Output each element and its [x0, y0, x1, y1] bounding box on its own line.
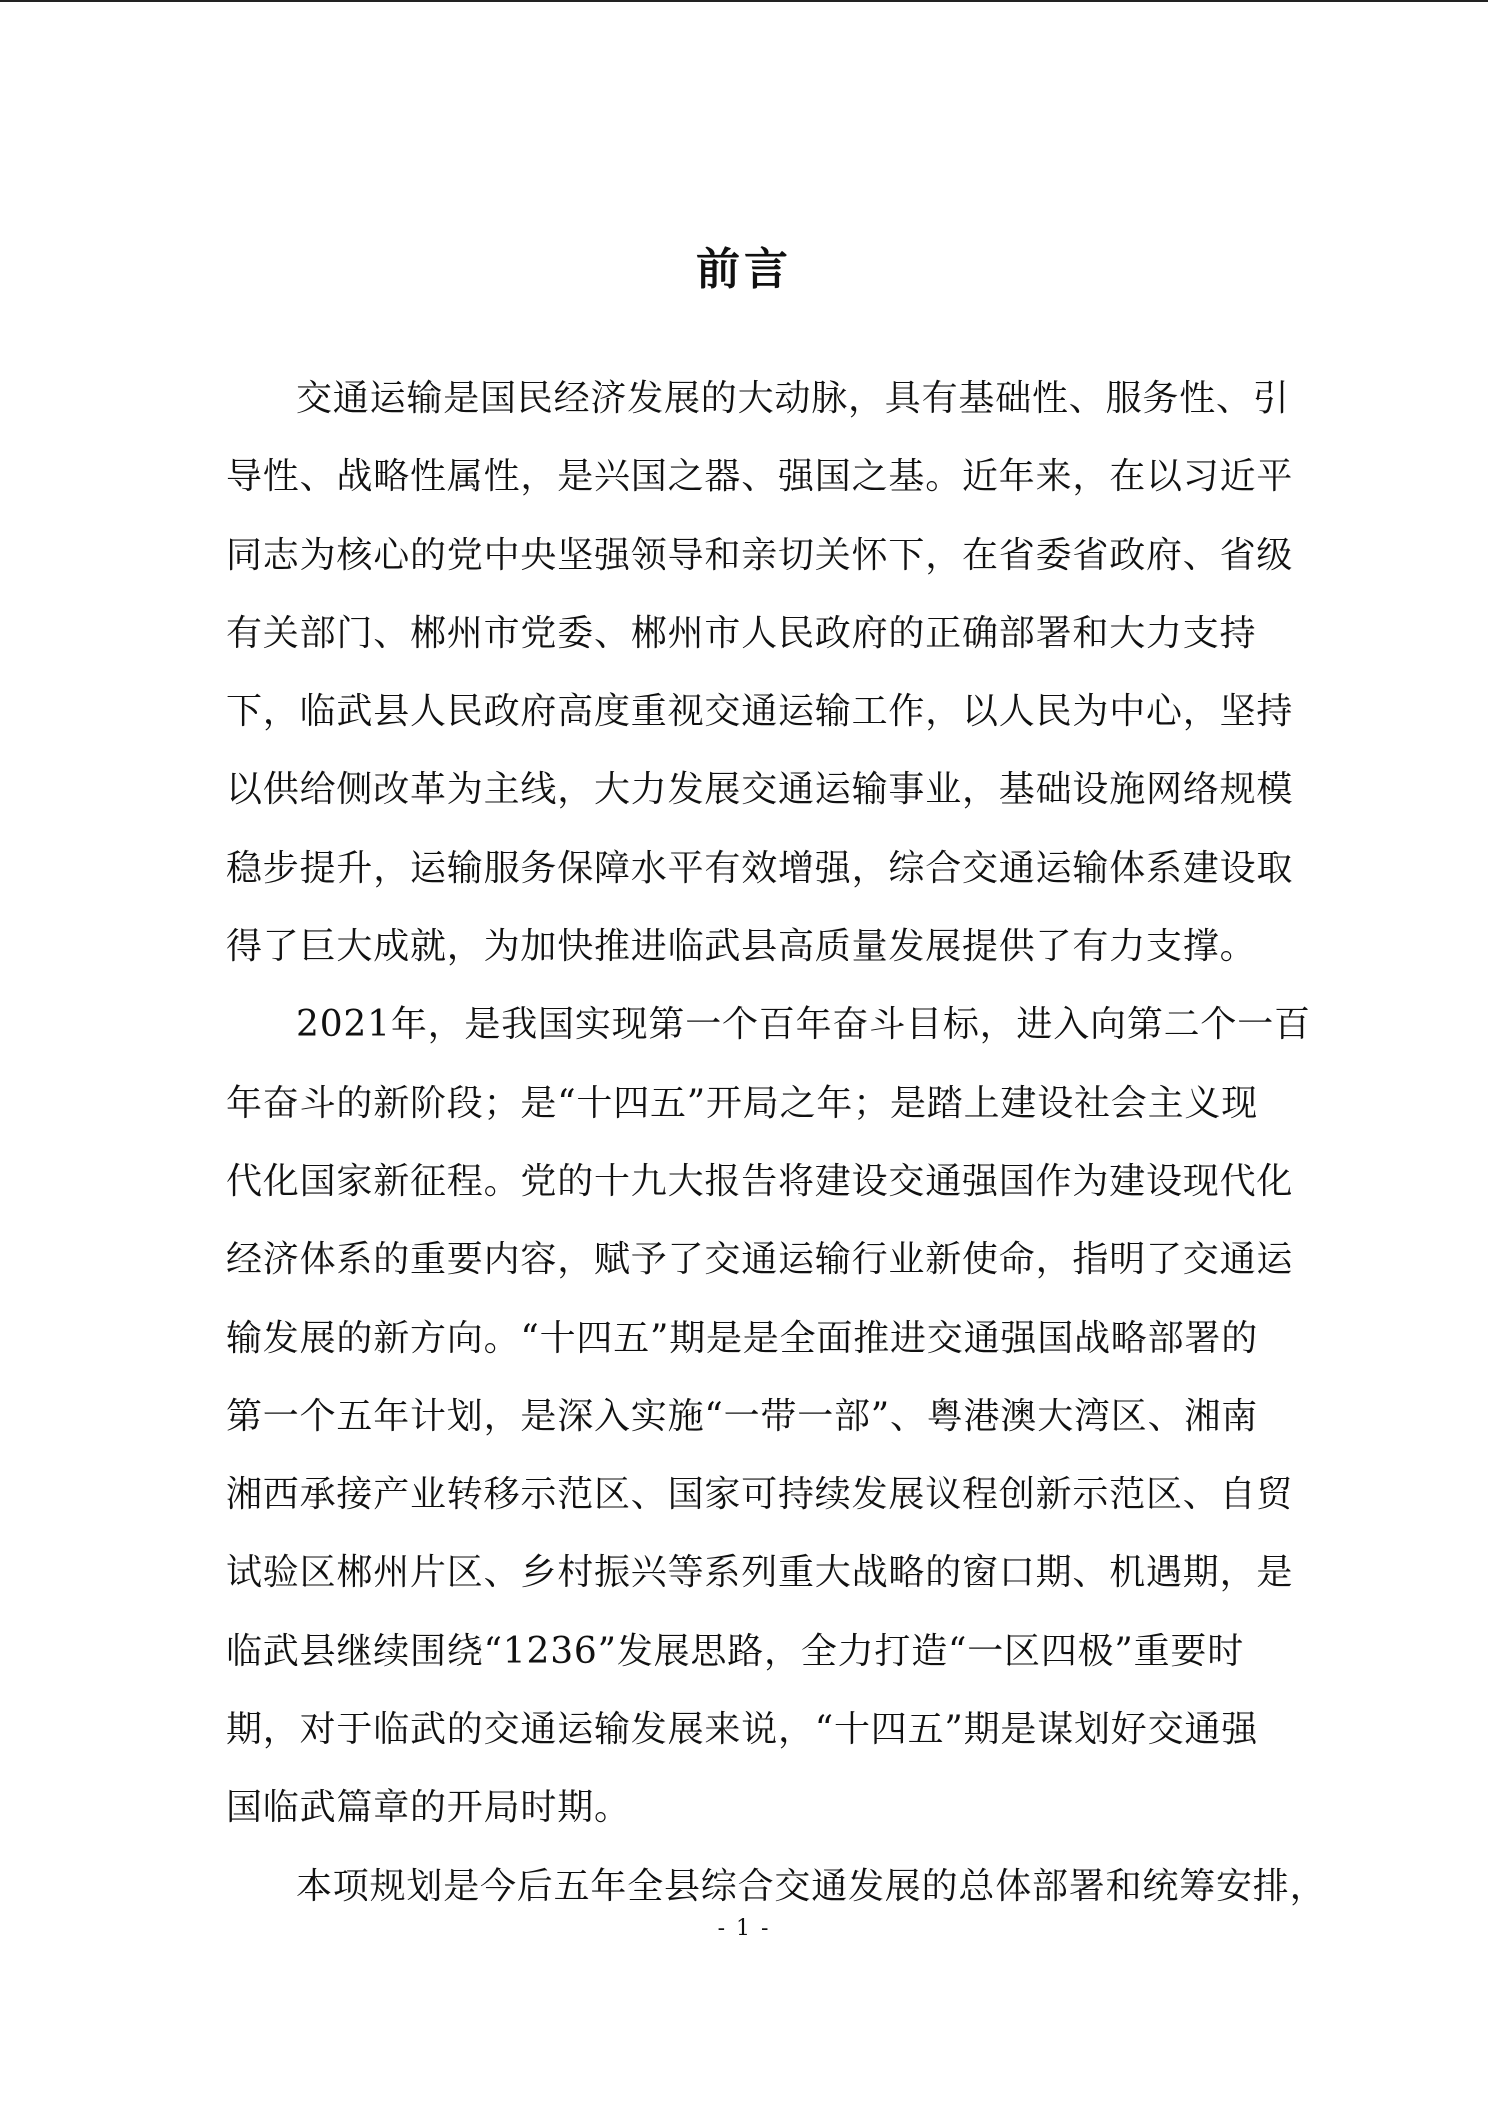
page-title: 前言: [696, 244, 792, 295]
paragraph-2-line: 第一个五年计划，是深入实施“一带一部”、粤港澳大湾区、湘南: [226, 1395, 1259, 1437]
paragraph-1-line: 以供给侧改革为主线，大力发展交通运输事业，基础设施网络规模: [226, 769, 1294, 811]
paragraph-2-line: 年奋斗的新阶段；是“十四五”开局之年；是踏上建设社会主义现: [226, 1082, 1259, 1124]
paragraph-2-line: 试验区郴州片区、乡村振兴等系列重大战略的窗口期、机遇期，是: [226, 1552, 1294, 1594]
paragraph-2-line: 输发展的新方向。“十四五”期是是全面推进交通强国战略部署的: [226, 1317, 1259, 1359]
paragraph-1-line: 同志为核心的党中央坚强领导和亲切关怀下，在省委省政府、省级: [226, 534, 1294, 576]
paragraph-1-line: 得了巨大成就，为加快推进临武县高质量发展提供了有力支撑。: [226, 926, 1257, 968]
paragraph-2-line: 经济体系的重要内容，赋予了交通运输行业新使命，指明了交通运: [226, 1239, 1294, 1281]
paragraph-2-line: 代化国家新征程。党的十九大报告将建设交通强国作为建设现代化: [226, 1160, 1294, 1202]
paragraph-1-line: 导性、战略性属性，是兴国之器、强国之基。近年来，在以习近平: [226, 456, 1294, 498]
paragraph-2-line: 国临武篇章的开局时期。: [226, 1787, 631, 1829]
page-number: - 1 -: [717, 1916, 771, 1941]
paragraph-2-line: 临武县继续围绕“1236”发展思路，全力打造“一区四极”重要时: [226, 1630, 1245, 1672]
paragraph-2-line: 湘西承接产业转移示范区、国家可持续发展议程创新示范区、自贸: [226, 1474, 1294, 1516]
paragraph-1-line: 交通运输是国民经济发展的大动脉，具有基础性、服务性、引: [296, 378, 1290, 419]
body-text: [226, 368, 1327, 1934]
paragraph-1-line: 有关部门、郴州市党委、郴州市人民政府的正确部署和大力支持: [226, 612, 1257, 654]
paragraph-2-line: 2021年，是我国实现第一个百年奋斗目标，进入向第二个一百: [296, 1004, 1311, 1046]
paragraph-3-line: 本项规划是今后五年全县综合交通发展的总体部署和统筹安排，: [296, 1865, 1327, 1907]
paragraph-1-line: 稳步提升，运输服务保障水平有效增强，综合交通运输体系建设取: [226, 847, 1294, 889]
paragraph-1-line: 下，临武县人民政府高度重视交通运输工作，以人民为中心，坚持: [226, 691, 1294, 733]
paragraph-2-line: 期，对于临武的交通运输发展来说，“十四五”期是谋划好交通强: [226, 1709, 1259, 1751]
